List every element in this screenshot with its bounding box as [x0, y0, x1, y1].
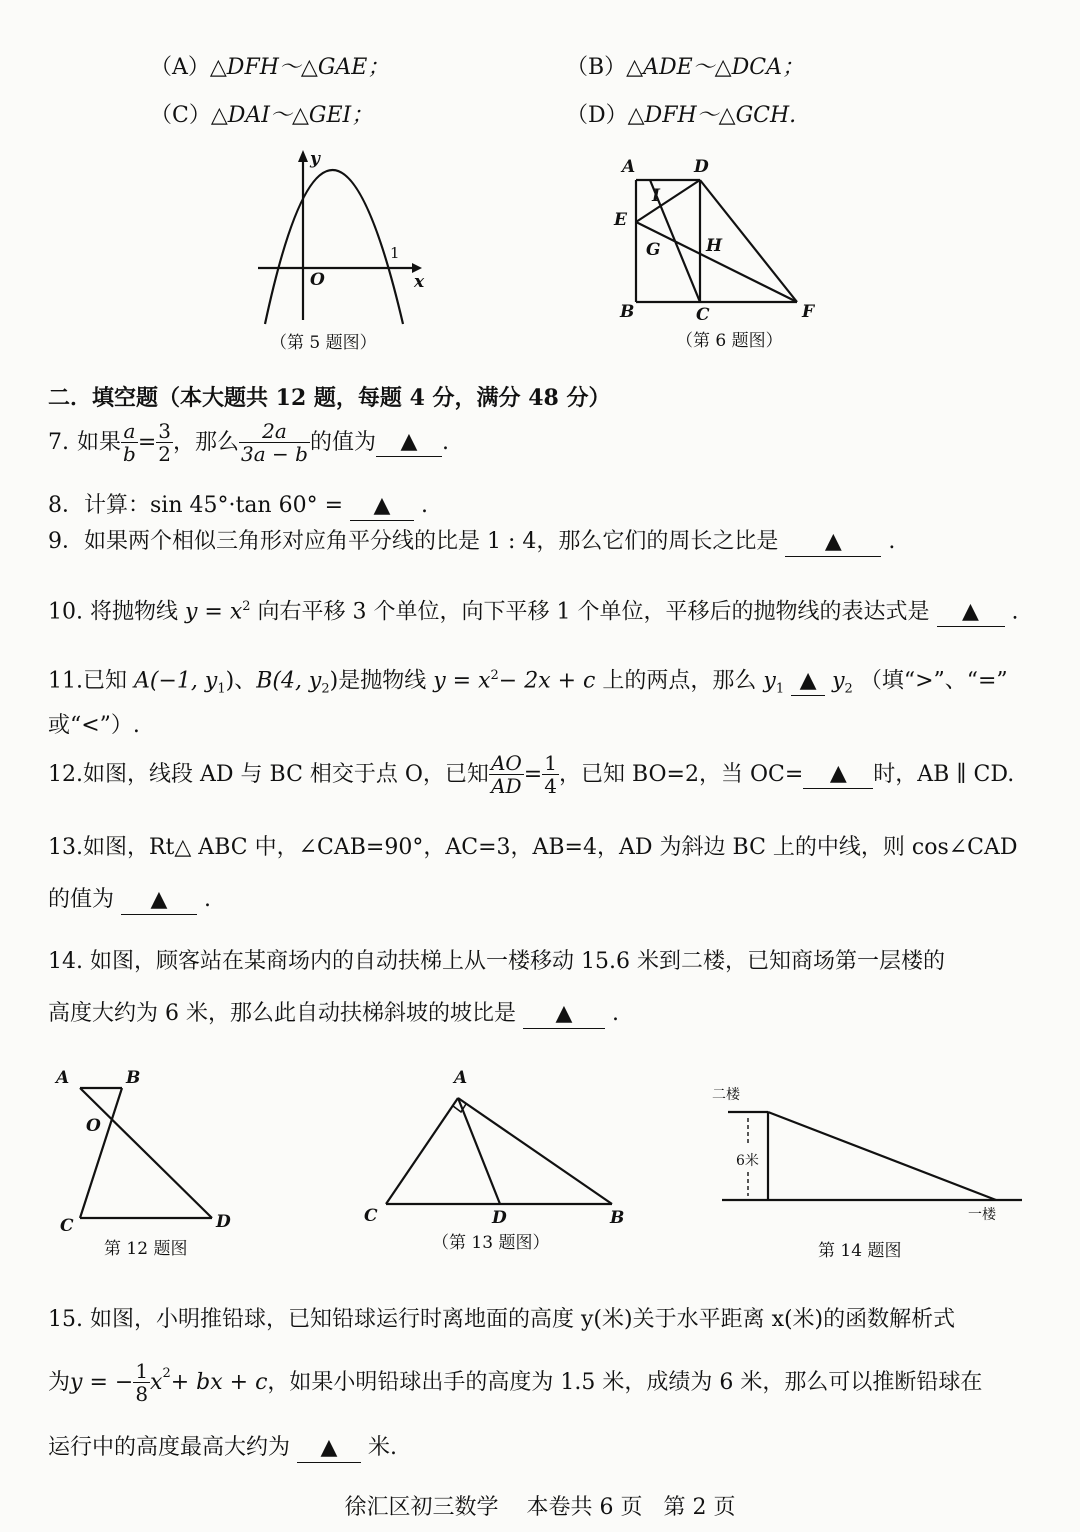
q12-post: 时，AB ∥ CD.	[873, 761, 1015, 787]
q11-eq: y = x	[433, 668, 491, 694]
q12-eq: =	[523, 761, 543, 787]
q8-blank: ▲	[350, 492, 414, 521]
q14-blank: ▲	[523, 1000, 605, 1029]
q7-pre: 如果	[77, 429, 122, 455]
fig6-b: B	[620, 302, 635, 322]
q7-f2-num: 3	[158, 419, 171, 443]
option-b-label: （B）	[566, 55, 627, 80]
q15-line1: 15. 如图，小明推铅球，已知铅球运行时离地面的高度 y(米)关于水平距离 x(米)的函数解析式	[48, 1307, 956, 1332]
fig12-c: C	[60, 1216, 74, 1236]
option-b-text: △ADE～△DCA；	[626, 55, 804, 80]
q15-frac	[133, 1360, 150, 1405]
fig6-i: I	[652, 186, 660, 206]
q15-line3: 运行中的高度最高大约为	[48, 1435, 291, 1460]
q11-y1sub: 1	[775, 681, 785, 697]
fig14-height-label: 6米	[736, 1153, 759, 1169]
q12-f-den: AD	[491, 774, 522, 798]
fig12-o: O	[86, 1116, 101, 1136]
option-d-text: △DFH～△GCH.	[627, 103, 797, 128]
q12-pre: 12.如图，线段 AD 与 BC 相交于点 O，已知	[48, 761, 489, 787]
q15-blank: ▲	[297, 1434, 361, 1463]
fig5-caption: （第 5 题图）	[270, 333, 377, 353]
q10-pre: 10. 将抛物线	[48, 599, 178, 625]
q15-eqb: x	[150, 1369, 163, 1395]
q12-blank: ▲	[803, 760, 873, 789]
fig5-x-label: x	[414, 272, 425, 292]
q7-eq: =	[137, 429, 157, 455]
q15-exp: 2	[162, 1366, 171, 1381]
q7-post: 的值为	[309, 429, 376, 455]
option-a-label: （A）	[150, 55, 210, 80]
q15-end: 米.	[368, 1435, 398, 1460]
option-d-label: （D）	[566, 103, 628, 128]
q7-f3-num: 2a	[239, 420, 310, 443]
fig5-y-label: y	[310, 149, 320, 169]
q12-f2-den: 4	[544, 774, 557, 798]
fig6-a: A	[622, 157, 636, 177]
q8-end: .	[421, 493, 429, 518]
page-footer: 徐汇区初三数学 本卷共 6 页 第 2 页	[344, 1495, 736, 1520]
fig5-origin-label: O	[310, 270, 325, 290]
q11-exp: 2	[490, 668, 499, 683]
q7-f1-den: b	[123, 442, 136, 466]
q9-blank: ▲	[785, 528, 881, 557]
q11-eq2: − 2x + c	[498, 668, 596, 694]
q11-mid2: )是抛物线	[329, 668, 427, 694]
q10-exp: 2	[242, 599, 251, 614]
fig6-f: F	[802, 302, 815, 322]
q11-y2: y	[832, 668, 845, 694]
q15-post2: ，如果小明铅球出手的高度为 1.5 米，成绩为 6 米，那么可以推断铅球在	[267, 1369, 983, 1395]
option-a-text: △DFH～△GAE；	[209, 55, 390, 80]
fig13-a: A	[454, 1068, 468, 1088]
q13-line2: 的值为	[48, 887, 115, 912]
q11-b: B(4, y	[256, 668, 322, 694]
q11-y2sub: 2	[844, 681, 853, 697]
fig13-d: D	[492, 1208, 507, 1228]
q15-pre2: 为	[48, 1369, 71, 1395]
fig6-e: E	[614, 210, 627, 230]
q11-mid3: 上的两点，那么	[602, 668, 757, 694]
q9-pre: 9．如果两个相似三角形对应角平分线的比是 1 : 4，那么它们的周长之比是	[48, 529, 779, 554]
fig6-caption: （第 6 题图）	[676, 331, 783, 351]
q7-f3-den: 3a − b	[241, 442, 308, 466]
q15-eqc: + bx + c	[170, 1369, 268, 1395]
fig12-a: A	[56, 1068, 70, 1088]
section-title: 二．填空题（本大题共 12 题，每题 4 分，满分 48 分）	[48, 385, 611, 411]
q14-line1: 14. 如图，顾客站在某商场内的自动扶梯上从一楼移动 15.6 米到二楼，已知商场第一层楼的	[48, 949, 945, 974]
option-c-label: （C）	[150, 103, 211, 128]
q12-f2-num: 1	[544, 751, 557, 775]
q12-mid: ，已知 BO=2，当 OC=	[558, 761, 804, 787]
q7-blank: ▲	[376, 428, 442, 457]
question-15	[48, 1360, 982, 1405]
q11-post: （填“>”、“=”	[859, 668, 1008, 694]
fig6-g: G	[646, 240, 661, 260]
fig5-one-label: 1	[390, 244, 400, 262]
q15-f-num: 1	[135, 1359, 149, 1383]
fig13-c: C	[364, 1206, 378, 1226]
q13-end: .	[204, 887, 212, 912]
fig14-bottom-label: 一楼	[968, 1207, 996, 1223]
fig12-caption: 第 12 题图	[104, 1239, 188, 1259]
fig6-c: C	[696, 305, 710, 325]
q13-blank: ▲	[121, 886, 197, 915]
q15-eqa: y = −	[70, 1369, 134, 1395]
q13-line1: 13.如图，Rt△ ABC 中，∠CAB=90°，AC=3，AB=4，AD 为斜边 BC 上的中线，则 cos∠CAD	[48, 835, 1018, 860]
q11-sub2: 2	[321, 681, 330, 697]
option-c-text: △DAI～△GEI；	[210, 103, 374, 128]
q7-f1-num: a	[121, 420, 138, 443]
q10-post: 向右平移 3 个单位，向下平移 1 个单位，平移后的抛物线的表达式是	[257, 599, 930, 625]
q11-sub1: 1	[217, 681, 226, 697]
fig12-d: D	[216, 1212, 231, 1232]
q15-f-den: 8	[135, 1382, 149, 1406]
fig6-h: H	[706, 236, 723, 256]
q11-mid: )、	[225, 668, 257, 694]
q7-num: 7.	[48, 429, 69, 455]
q11-pre: 11.已知	[48, 668, 127, 694]
q11-line2: 或“<”）.	[48, 713, 140, 738]
q11-a: A(−1, y	[134, 668, 218, 694]
fig6-d: D	[694, 157, 709, 177]
q11-y1: y	[763, 668, 776, 694]
fig13-caption: （第 13 题图）	[432, 1233, 550, 1253]
fig13-b: B	[610, 1208, 625, 1228]
q12-f-num: AO	[490, 751, 522, 775]
q10-end: .	[1011, 599, 1019, 625]
q10-eq: y = x	[184, 599, 243, 625]
q14-end: .	[612, 1001, 619, 1026]
q11-blank: ▲	[791, 667, 825, 696]
q8-pre: 8．计算：sin 45°·tan 60° =	[48, 493, 344, 518]
fig14-caption: 第 14 题图	[818, 1241, 902, 1261]
question-15-line3	[48, 1434, 397, 1463]
fig14-top-label: 二楼	[712, 1087, 740, 1103]
q7-end: .	[441, 429, 449, 455]
q10-blank: ▲	[937, 598, 1005, 627]
q14-line2: 高度大约为 6 米，那么此自动扶梯斜坡的坡比是	[48, 1001, 516, 1026]
q7-f2-den: 2	[158, 442, 171, 466]
q9-end: .	[888, 529, 896, 554]
q7-mid: ，那么	[173, 429, 240, 455]
fig12-b: B	[126, 1068, 141, 1088]
